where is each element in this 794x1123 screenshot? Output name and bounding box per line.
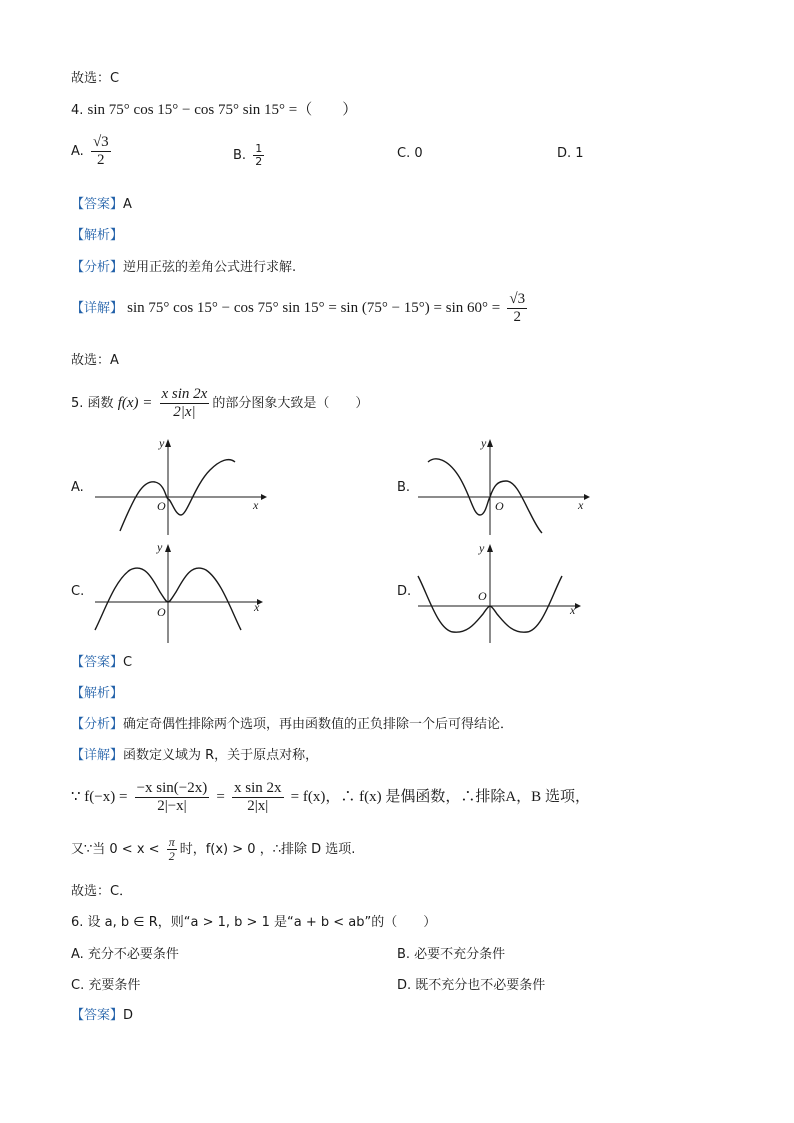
answer-value: A — [123, 197, 132, 212]
q5-detail-line3 — [71, 836, 355, 863]
fraction-denominator: 2 — [513, 309, 521, 325]
q5-analysis-tag: 【解析】 — [71, 686, 124, 701]
detail-tag: 【详解】 — [71, 301, 124, 316]
q5-fenxi — [71, 713, 513, 732]
y-axis-label: y — [479, 541, 485, 555]
answer-value: D — [123, 1008, 134, 1023]
y-axis-arrow — [487, 544, 493, 552]
graph-c — [95, 540, 270, 645]
q6-option-c: C. 充要条件 — [71, 978, 141, 993]
expression-part: = f(x)，∴ f(x) 是偶函数，∴排除A，B 选项， — [290, 789, 590, 805]
fraction — [232, 780, 284, 815]
q4-option-b — [233, 143, 267, 168]
fraction — [507, 291, 527, 326]
curve — [428, 459, 542, 533]
fraction-denominator: 2 — [255, 155, 263, 168]
q4-conclusion: 故选：A — [71, 353, 119, 368]
q4-option-d: D. 1 — [557, 146, 584, 161]
x-axis-arrow — [584, 494, 590, 500]
graph-a-label: A. — [71, 480, 84, 495]
x-axis-arrow — [261, 494, 267, 500]
q5-answer — [71, 651, 132, 670]
q4-detail — [71, 291, 530, 326]
graph-a — [95, 435, 270, 535]
origin-label: O — [478, 589, 487, 603]
q5-detail — [71, 744, 318, 763]
graph-b-label: B. — [397, 480, 411, 495]
expression-part: = — [216, 789, 225, 805]
x-axis-label: x — [253, 498, 259, 512]
q4-analysis-tag: 【解析】 — [71, 228, 124, 243]
answer-value: C — [123, 655, 133, 670]
q5-stem — [71, 386, 368, 421]
q6-stem: 6. 设 a, b ∈ R，则“a > 1, b > 1 是“a + b < ab”的（ ） — [71, 915, 437, 930]
detail-tag: 【详解】 — [71, 748, 124, 763]
q5-question-tail: 的部分图象大致是（ ） — [212, 396, 369, 411]
q5-conclusion: 故选：C． — [71, 884, 133, 899]
q6-answer — [71, 1004, 133, 1023]
detail-text: 函数定义域为 R，关于原点对称， — [123, 748, 319, 763]
option-label: B. — [233, 148, 247, 163]
q4-stem — [71, 98, 357, 119]
fraction — [167, 836, 177, 863]
option-label: A. — [71, 144, 84, 159]
answer-tag: 【答案】 — [71, 1008, 124, 1023]
graph-d — [418, 540, 593, 645]
q6-option-d: D. 既不充分也不必要条件 — [397, 978, 546, 993]
q5-function-lhs: f(x) = — [117, 395, 153, 411]
detail-expression: sin 75° cos 15° − cos 75° sin 15° = sin (75° − 15°) = sin 60° = — [127, 300, 501, 316]
q4-answer — [71, 193, 132, 212]
fraction — [253, 143, 264, 168]
q5-number: 5. 函数 — [71, 396, 114, 411]
fraction-numerator: π — [168, 835, 175, 849]
q4-expression: sin 75° cos 15° − cos 75° sin 15° =（ ） — [87, 102, 358, 118]
q5-detail-line2 — [71, 780, 590, 815]
q3-conclusion: 故选：C — [71, 71, 120, 86]
fraction-denominator: 2 — [97, 152, 105, 168]
graph-d-label: D. — [397, 584, 412, 599]
fraction-numerator: √3 — [92, 134, 109, 150]
answer-tag: 【答案】 — [71, 655, 124, 670]
q6-option-b: B. 必要不充分条件 — [397, 947, 506, 962]
origin-label: O — [495, 499, 504, 513]
y-axis-label: y — [157, 540, 163, 554]
y-axis-arrow — [165, 439, 171, 447]
fraction-denominator: 2|x| — [173, 404, 196, 420]
fraction-denominator: 2|x| — [247, 798, 269, 814]
fraction-denominator: 2|−x| — [157, 798, 187, 814]
q4-fenxi — [71, 256, 296, 275]
fenxi-tag: 【分析】 — [71, 260, 124, 275]
fraction — [160, 386, 210, 421]
x-axis-arrow — [575, 603, 581, 609]
expression-part: ∵ f(−x) = — [71, 789, 128, 805]
fraction — [91, 134, 111, 169]
fraction-denominator: 2 — [168, 849, 175, 863]
graph-c-label: C. — [71, 584, 85, 599]
fenxi-tag: 【分析】 — [71, 717, 124, 732]
origin-label: O — [157, 605, 166, 619]
y-axis-arrow — [165, 544, 171, 552]
y-axis-label: y — [481, 436, 487, 450]
curve — [120, 460, 235, 531]
answer-tag: 【答案】 — [71, 197, 124, 212]
fraction-numerator: √3 — [509, 291, 526, 307]
x-axis-label: x — [578, 498, 584, 512]
graph-b — [418, 435, 593, 535]
fenxi-text: 逆用正弦的差角公式进行求解. — [123, 260, 297, 275]
fenxi-text: 确定奇偶性排除两个选项，再由函数值的正负排除一个后可得结论． — [123, 717, 514, 732]
fraction-numerator: 1 — [255, 142, 263, 155]
y-axis-arrow — [487, 439, 493, 447]
fraction — [135, 780, 210, 815]
expression-part: 时，f(x) > 0 ，∴排除 D 选项. — [179, 842, 356, 857]
fraction-numerator: x sin 2x — [234, 780, 282, 796]
q6-option-a: A. 充分不必要条件 — [71, 947, 179, 962]
x-axis-label: x — [570, 603, 576, 617]
fraction-numerator: −x sin(−2x) — [136, 780, 208, 796]
q4-option-a — [71, 134, 114, 169]
q4-number: 4. — [71, 103, 84, 118]
origin-label: O — [157, 499, 166, 513]
expression-part: 又∵当 0 < x < — [71, 842, 160, 857]
x-axis-label: x — [254, 600, 260, 614]
q4-option-c: C. 0 — [397, 146, 423, 161]
y-axis-label: y — [159, 436, 165, 450]
fraction-numerator: x sin 2x — [161, 386, 208, 402]
